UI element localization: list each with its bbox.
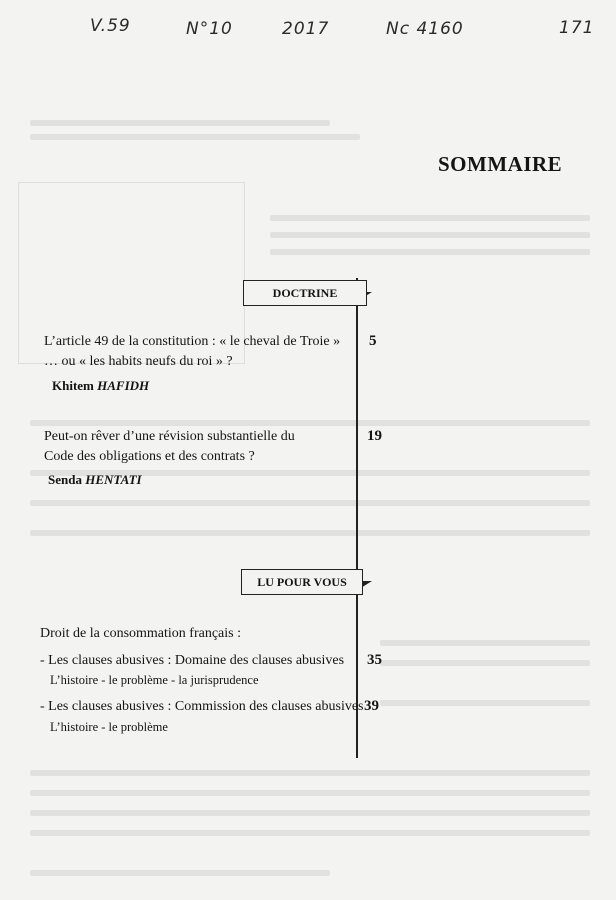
entry-title: - Les clauses abusives : Domaine des clauses abusives: [40, 653, 345, 668]
entry-title-line: … ou « les habits neufs du roi » ?: [44, 354, 233, 369]
entry-page-number: 39: [364, 698, 379, 714]
entry-title-line: Peut-on rêver d’une révision substantielle du: [44, 429, 295, 444]
show-through-line: [30, 500, 590, 506]
show-through-line: [30, 530, 590, 536]
show-through-line: [30, 810, 590, 816]
show-through-line: [270, 249, 590, 255]
entry-title-line: L’article 49 de la constitution : « le cheval de Troie »: [44, 334, 341, 349]
author-surname: HAFIDH: [97, 378, 150, 393]
author-first-name: Khitem: [52, 378, 94, 393]
handwritten-reference: Nc 4160: [386, 19, 464, 39]
section-heading-lu-pour-vous: LU POUR VOUS: [241, 569, 363, 595]
show-through-line: [30, 790, 590, 796]
author-surname: HENTATI: [85, 472, 142, 487]
handwritten-page: 171: [559, 18, 595, 38]
show-through-line: [30, 830, 590, 836]
show-through-line: [30, 770, 590, 776]
entry-page-number: 35: [367, 652, 382, 668]
entry-subtitle: L’histoire - le problème: [50, 720, 168, 734]
show-through-line: [380, 660, 590, 666]
show-through-line: [30, 870, 330, 876]
handwritten-year: 2017: [282, 19, 330, 39]
timeline-rule: [356, 278, 358, 758]
show-through-line: [380, 700, 590, 706]
handwritten-volume: V.59: [90, 16, 131, 36]
show-through-line: [380, 640, 590, 646]
show-through-line: [30, 420, 590, 426]
entry-title-line: Code des obligations et des contrats ?: [44, 449, 255, 464]
entry-page-number: 5: [369, 333, 377, 349]
entry-page-number: 19: [367, 428, 382, 444]
show-through-line: [270, 215, 590, 221]
page-title: SOMMAIRE: [438, 152, 563, 176]
entry-subtitle: L’histoire - le problème - la jurisprudence: [50, 673, 259, 687]
show-through-line: [30, 134, 360, 140]
show-through-line: [30, 120, 330, 126]
entry-title: - Les clauses abusives : Commission des clauses abusives: [40, 699, 364, 714]
handwritten-number: N°10: [186, 19, 233, 39]
entry-author: [52, 378, 149, 394]
entry-author: [48, 472, 142, 488]
author-first-name: Senda: [48, 472, 82, 487]
section-heading-doctrine: DOCTRINE: [243, 280, 367, 306]
show-through-line: [270, 232, 590, 238]
section-intro: Droit de la consommation français :: [40, 626, 241, 641]
